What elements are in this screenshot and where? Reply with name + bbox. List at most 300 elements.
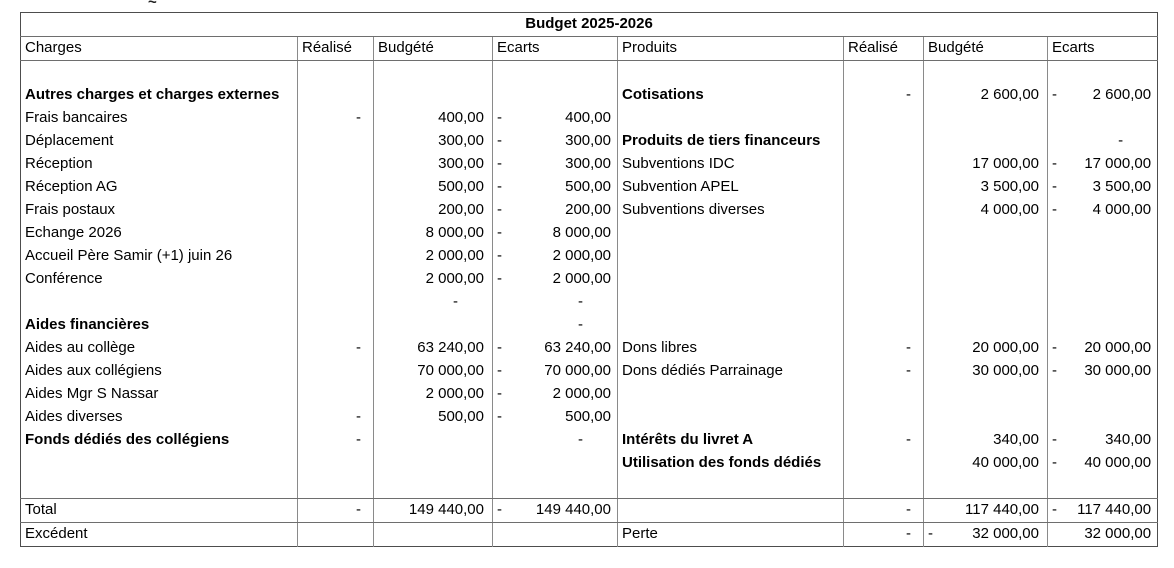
cell xyxy=(618,523,844,547)
table-row xyxy=(21,360,1158,383)
table-row xyxy=(21,268,1158,291)
cell xyxy=(374,383,493,406)
cell xyxy=(21,406,298,429)
cell xyxy=(924,360,1048,383)
cell xyxy=(374,523,493,547)
cell xyxy=(298,199,374,222)
cell xyxy=(924,314,1048,337)
cell-value: 300,00 xyxy=(565,132,611,150)
cell xyxy=(493,429,618,452)
cell xyxy=(844,130,924,153)
minus-sign: - xyxy=(1052,454,1057,472)
cell-label: Conférence xyxy=(25,270,103,288)
cell xyxy=(618,406,844,429)
table-row xyxy=(21,429,1158,452)
cell xyxy=(1048,153,1158,176)
minus-sign: - xyxy=(1052,178,1057,196)
minus-sign: - xyxy=(497,408,502,426)
cell xyxy=(618,84,844,107)
cell xyxy=(618,429,844,452)
cell xyxy=(298,245,374,268)
cell-value: 149 440,00 xyxy=(535,501,611,519)
cell xyxy=(374,199,493,222)
table-row xyxy=(21,383,1158,406)
cell xyxy=(493,176,618,199)
cell xyxy=(1048,245,1158,268)
cell xyxy=(21,268,298,291)
cell xyxy=(1048,291,1158,314)
table-row xyxy=(21,452,1158,475)
cell-value: 2 000,00 xyxy=(425,247,484,265)
cell xyxy=(298,499,374,523)
cell xyxy=(298,452,374,475)
cell xyxy=(924,199,1048,222)
minus-sign: - xyxy=(1052,155,1057,173)
cell xyxy=(298,268,374,291)
cell-label: Utilisation des fonds dédiés xyxy=(622,454,822,472)
cell xyxy=(374,222,493,245)
cell xyxy=(618,360,844,383)
cell-label: Frais bancaires xyxy=(25,109,128,127)
cell-label: Fonds dédiés des collégiens xyxy=(25,431,230,449)
table-header-row xyxy=(21,37,1158,61)
cell xyxy=(374,475,493,499)
cell xyxy=(924,523,1048,547)
cell xyxy=(618,383,844,406)
minus-sign: - xyxy=(1052,501,1057,519)
cell-value: 300,00 xyxy=(565,155,611,173)
cell-zero-dash: - xyxy=(356,431,361,449)
cell-zero-dash: - xyxy=(906,362,911,380)
cell xyxy=(374,153,493,176)
cell-label: Autres charges et charges externes xyxy=(25,86,280,104)
cell xyxy=(374,245,493,268)
cell-label: Cotisations xyxy=(622,86,704,104)
cell xyxy=(493,153,618,176)
cell xyxy=(618,176,844,199)
cell-value: 500,00 xyxy=(438,178,484,196)
cell-label: Dons libres xyxy=(622,339,698,357)
cell xyxy=(618,107,844,130)
table-row xyxy=(21,406,1158,429)
budget-table xyxy=(20,12,1158,547)
cell xyxy=(21,383,298,406)
cell xyxy=(493,337,618,360)
cell xyxy=(844,176,924,199)
cell-value: 30 000,00 xyxy=(972,362,1039,380)
cell xyxy=(493,130,618,153)
minus-sign: - xyxy=(1052,431,1057,449)
cell xyxy=(844,153,924,176)
cell xyxy=(924,383,1048,406)
cell xyxy=(618,199,844,222)
cell xyxy=(844,360,924,383)
cell xyxy=(493,383,618,406)
cell xyxy=(493,268,618,291)
cell xyxy=(924,222,1048,245)
minus-sign: - xyxy=(497,155,502,173)
cell xyxy=(618,245,844,268)
minus-sign: - xyxy=(497,385,502,403)
cell-value: 340,00 xyxy=(1105,431,1152,449)
cell xyxy=(844,245,924,268)
cell xyxy=(1048,314,1158,337)
cell-zero-dash: - xyxy=(906,501,911,519)
cell-label: Réception xyxy=(25,155,93,173)
minus-sign: - xyxy=(497,132,502,150)
cell xyxy=(493,84,618,107)
cell xyxy=(374,406,493,429)
cell xyxy=(1048,130,1158,153)
cell xyxy=(298,176,374,199)
cell xyxy=(924,499,1048,523)
cell xyxy=(844,84,924,107)
table-row xyxy=(21,499,1158,523)
cell xyxy=(844,475,924,499)
cell xyxy=(21,429,298,452)
cell xyxy=(618,499,844,523)
cell xyxy=(844,314,924,337)
table-row xyxy=(21,222,1158,245)
cell xyxy=(1048,429,1158,452)
cell-value: 30 000,00 xyxy=(1084,362,1152,380)
table-row xyxy=(21,61,1158,85)
cell-value: 70 000,00 xyxy=(544,362,611,380)
cell-zero-dash: - xyxy=(1118,132,1124,150)
cell xyxy=(374,314,493,337)
cell xyxy=(618,452,844,475)
cell-value: 3 500,00 xyxy=(1092,178,1152,196)
cell xyxy=(1048,199,1158,222)
cell xyxy=(924,107,1048,130)
cell xyxy=(844,291,924,314)
cell xyxy=(1048,360,1158,383)
cell xyxy=(924,268,1048,291)
cell xyxy=(493,245,618,268)
cell xyxy=(21,107,298,130)
cell xyxy=(1048,523,1158,547)
cell xyxy=(1048,107,1158,130)
cell-label: Aides diverses xyxy=(25,408,123,426)
cell xyxy=(21,314,298,337)
cell xyxy=(21,130,298,153)
cell xyxy=(374,130,493,153)
cell-value: 117 440,00 xyxy=(1077,501,1152,519)
cell xyxy=(374,337,493,360)
cell-zero-dash: - xyxy=(578,431,583,449)
cell xyxy=(924,245,1048,268)
cell-zero-dash: - xyxy=(356,339,361,357)
cell xyxy=(298,222,374,245)
cell xyxy=(1048,268,1158,291)
cell-value: 70 000,00 xyxy=(417,362,484,380)
cell xyxy=(924,406,1048,429)
cell xyxy=(618,61,844,85)
minus-sign: - xyxy=(1052,362,1057,380)
minus-sign: - xyxy=(1052,201,1057,219)
minus-sign: - xyxy=(497,201,502,219)
cell-label: Déplacement xyxy=(25,132,114,150)
minus-sign: - xyxy=(497,339,502,357)
page-title: Budget 2025-2026 xyxy=(21,13,1158,37)
table-row xyxy=(21,199,1158,222)
cell xyxy=(844,429,924,452)
cell-value: 300,00 xyxy=(438,132,484,150)
cell xyxy=(21,291,298,314)
cell-label: Dons dédiés Parrainage xyxy=(622,362,783,380)
stray-mark: ~ xyxy=(148,0,157,11)
cell xyxy=(924,429,1048,452)
cell-label: Subventions diverses xyxy=(622,201,765,219)
cell-value: 340,00 xyxy=(993,431,1039,449)
table-row xyxy=(21,107,1158,130)
cell-value: 117 440,00 xyxy=(965,501,1039,519)
cell-label: Accueil Père Samir (+1) juin 26 xyxy=(25,247,233,265)
col-header-ecarts-2: Ecarts xyxy=(1052,39,1095,57)
cell xyxy=(21,222,298,245)
cell-value: 2 000,00 xyxy=(552,270,611,288)
minus-sign: - xyxy=(497,362,502,380)
cell xyxy=(844,107,924,130)
cell xyxy=(298,107,374,130)
cell xyxy=(21,199,298,222)
cell xyxy=(493,452,618,475)
cell-zero-dash: - xyxy=(453,293,458,311)
cell xyxy=(1048,84,1158,107)
col-header-ecarts: Ecarts xyxy=(497,39,540,57)
cell-zero-dash: - xyxy=(578,293,583,311)
cell xyxy=(298,383,374,406)
minus-sign: - xyxy=(497,501,502,519)
cell-label: Aides au collège xyxy=(25,339,136,357)
cell xyxy=(298,314,374,337)
cell xyxy=(924,61,1048,85)
cell xyxy=(493,314,618,337)
cell xyxy=(21,360,298,383)
cell xyxy=(618,153,844,176)
cell xyxy=(1048,475,1158,499)
cell-value: 40 000,00 xyxy=(972,454,1039,472)
cell xyxy=(1048,452,1158,475)
cell-value: 500,00 xyxy=(565,178,611,196)
minus-sign: - xyxy=(928,525,933,543)
cell xyxy=(298,360,374,383)
cell xyxy=(924,176,1048,199)
cell xyxy=(374,360,493,383)
cell-value: 400,00 xyxy=(438,109,484,127)
cell xyxy=(924,84,1048,107)
cell-value: 32 000,00 xyxy=(1084,525,1152,543)
cell xyxy=(298,337,374,360)
table-title-row xyxy=(21,13,1158,37)
cell-value: 40 000,00 xyxy=(1084,454,1152,472)
table-row xyxy=(21,523,1158,547)
cell xyxy=(298,475,374,499)
cell xyxy=(374,291,493,314)
cell-label: Subvention APEL xyxy=(622,178,739,196)
col-header-produits: Produits xyxy=(622,39,678,57)
cell xyxy=(21,337,298,360)
cell xyxy=(618,268,844,291)
cell xyxy=(374,452,493,475)
col-header-budgete-2: Budgété xyxy=(928,39,984,57)
cell-label: Aides aux collégiens xyxy=(25,362,162,380)
cell xyxy=(1048,406,1158,429)
cell xyxy=(844,268,924,291)
table-row xyxy=(21,314,1158,337)
cell xyxy=(298,153,374,176)
cell xyxy=(21,452,298,475)
cell xyxy=(493,222,618,245)
cell-value: 17 000,00 xyxy=(972,155,1039,173)
cell-value: 8 000,00 xyxy=(552,224,611,242)
cell-value: 2 000,00 xyxy=(425,385,484,403)
cell-zero-dash: - xyxy=(356,501,361,519)
cell xyxy=(924,452,1048,475)
cell xyxy=(298,84,374,107)
cell xyxy=(1048,222,1158,245)
cell xyxy=(844,523,924,547)
cell-value: 200,00 xyxy=(565,201,611,219)
cell-value: 63 240,00 xyxy=(544,339,611,357)
minus-sign: - xyxy=(1052,339,1057,357)
cell-label: Réception AG xyxy=(25,178,118,196)
cell xyxy=(298,406,374,429)
cell-value: 500,00 xyxy=(565,408,611,426)
cell xyxy=(493,61,618,85)
cell xyxy=(924,130,1048,153)
cell-label: Total xyxy=(25,501,57,519)
cell xyxy=(374,429,493,452)
cell xyxy=(493,107,618,130)
cell-value: 32 000,00 xyxy=(972,525,1039,543)
cell-value: 2 600,00 xyxy=(1092,86,1152,104)
cell xyxy=(493,291,618,314)
table-row xyxy=(21,176,1158,199)
cell-value: 20 000,00 xyxy=(972,339,1039,357)
cell xyxy=(493,523,618,547)
cell-label: Perte xyxy=(622,525,658,543)
cell xyxy=(21,153,298,176)
cell xyxy=(618,314,844,337)
cell-value: 4 000,00 xyxy=(980,201,1039,219)
cell-value: 500,00 xyxy=(438,408,484,426)
cell xyxy=(844,337,924,360)
cell-zero-dash: - xyxy=(906,86,911,104)
cell-zero-dash: - xyxy=(356,109,361,127)
cell xyxy=(844,199,924,222)
cell-label: Aides Mgr S Nassar xyxy=(25,385,159,403)
cell xyxy=(618,222,844,245)
cell xyxy=(374,84,493,107)
cell xyxy=(844,383,924,406)
cell xyxy=(493,199,618,222)
cell-value: 300,00 xyxy=(438,155,484,173)
table-row xyxy=(21,337,1158,360)
cell-zero-dash: - xyxy=(906,339,911,357)
cell-label: Intérêts du livret A xyxy=(622,431,754,449)
cell xyxy=(618,130,844,153)
cell xyxy=(493,499,618,523)
cell xyxy=(374,176,493,199)
table-row xyxy=(21,84,1158,107)
cell xyxy=(21,475,298,499)
col-header-charges: Charges xyxy=(25,39,82,57)
cell xyxy=(21,523,298,547)
minus-sign: - xyxy=(497,270,502,288)
col-header-realise-2: Réalisé xyxy=(848,39,899,57)
cell xyxy=(298,291,374,314)
table-row xyxy=(21,153,1158,176)
minus-sign: - xyxy=(1052,86,1057,104)
minus-sign: - xyxy=(497,109,502,127)
cell-label: Produits de tiers financeurs xyxy=(622,132,821,150)
minus-sign: - xyxy=(497,224,502,242)
cell xyxy=(844,61,924,85)
cell xyxy=(1048,176,1158,199)
minus-sign: - xyxy=(497,178,502,196)
table-row xyxy=(21,475,1158,499)
cell xyxy=(924,475,1048,499)
cell xyxy=(374,107,493,130)
cell xyxy=(1048,61,1158,85)
cell xyxy=(298,523,374,547)
table-row xyxy=(21,291,1158,314)
cell-value: 400,00 xyxy=(565,109,611,127)
cell xyxy=(844,499,924,523)
cell-zero-dash: - xyxy=(906,525,911,543)
cell xyxy=(924,153,1048,176)
cell xyxy=(1048,383,1158,406)
minus-sign: - xyxy=(497,247,502,265)
cell xyxy=(21,245,298,268)
cell xyxy=(618,337,844,360)
cell xyxy=(374,268,493,291)
cell-value: 2 000,00 xyxy=(552,247,611,265)
cell-label: Excédent xyxy=(25,525,88,543)
cell xyxy=(618,291,844,314)
table-row xyxy=(21,245,1158,268)
cell-label: Subventions IDC xyxy=(622,155,735,173)
cell xyxy=(844,222,924,245)
cell-value: 200,00 xyxy=(438,201,484,219)
cell xyxy=(493,475,618,499)
col-header-budgete: Budgété xyxy=(378,39,434,57)
cell-value: 4 000,00 xyxy=(1092,201,1152,219)
cell-value: 8 000,00 xyxy=(425,224,484,242)
cell xyxy=(298,61,374,85)
cell xyxy=(1048,337,1158,360)
cell-value: 63 240,00 xyxy=(417,339,484,357)
cell-label: Frais postaux xyxy=(25,201,116,219)
cell-value: 2 000,00 xyxy=(552,385,611,403)
cell xyxy=(298,130,374,153)
cell xyxy=(924,291,1048,314)
col-header-realise: Réalisé xyxy=(302,39,353,57)
cell-zero-dash: - xyxy=(356,408,361,426)
cell xyxy=(493,406,618,429)
cell-label: Aides financières xyxy=(25,316,150,334)
cell-value: 17 000,00 xyxy=(1084,155,1152,173)
cell-label: Echange 2026 xyxy=(25,224,122,242)
cell xyxy=(374,499,493,523)
cell xyxy=(844,452,924,475)
cell xyxy=(21,176,298,199)
cell xyxy=(21,499,298,523)
cell xyxy=(1048,499,1158,523)
cell xyxy=(924,337,1048,360)
cell-value: 20 000,00 xyxy=(1084,339,1152,357)
